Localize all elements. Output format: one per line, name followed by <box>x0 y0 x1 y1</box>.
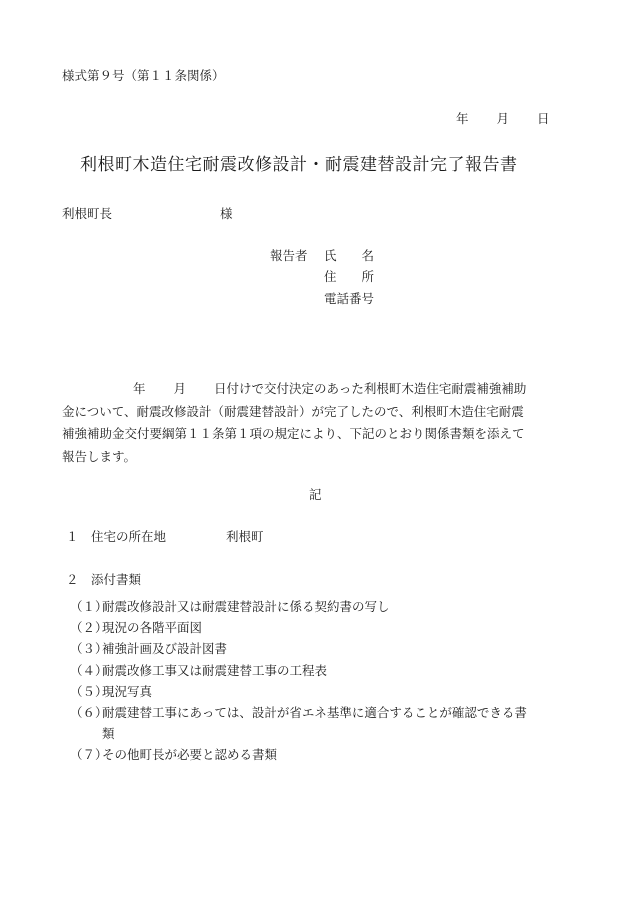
location-value: 利根町 <box>226 529 264 544</box>
reporter-address-label: 住 所 <box>324 269 375 284</box>
location-label: １ 住宅の所在地 <box>66 529 167 544</box>
list-item: （７）その他町長が必要と認める書類 <box>70 747 278 763</box>
ki-heading: 記 <box>309 487 322 502</box>
attachments-heading: ２ 添付書類 <box>66 572 142 587</box>
list-item-continuation: 類 <box>102 726 115 742</box>
reporter-name-label: 氏 名 <box>324 248 375 263</box>
list-item: （６）耐震建替工事にあっては、設計が省エネ基準に適合することが確認できる書 <box>70 705 527 721</box>
document-title: 利根町木造住宅耐震改修設計・耐震建替設計完了報告書 <box>80 155 518 175</box>
addressee-name: 利根町長 <box>62 206 113 221</box>
list-item: （１）耐震改修設計又は耐震建替設計に係る契約書の写し <box>70 599 390 614</box>
date-line <box>456 113 550 126</box>
date-day-label: 日 <box>537 111 550 126</box>
body-month-label: 月 <box>173 381 187 396</box>
list-item: （５）現況写真 <box>70 683 153 699</box>
report-body <box>62 378 570 468</box>
addressee <box>62 206 233 221</box>
list-item: （４）耐震改修工事又は耐震建替工事の工程表 <box>70 662 328 678</box>
addressee-honorific: 様 <box>220 206 233 221</box>
date-month-label: 月 <box>496 111 510 126</box>
location-section <box>66 529 264 544</box>
form-number: 様式第９号（第１１条関係） <box>62 68 225 83</box>
body-line-1 <box>62 378 570 401</box>
body-line-1-text: 日付けで交付決定のあった利根町木造住宅耐震補強補助 <box>214 381 527 396</box>
reporter-label: 報告者 <box>270 248 308 263</box>
body-line-4: 報告します。 <box>62 448 137 464</box>
body-line-2: 金について、耐震改修設計（耐震建替設計）が完了したので、利根町木造住宅耐震 <box>62 403 524 419</box>
reporter-phone-label: 電話番号 <box>324 291 375 306</box>
body-line-3: 補強補助金交付要綱第１１条第１項の規定により、下記のとおり関係書類を添えて <box>62 426 525 441</box>
attachments-list <box>70 596 527 766</box>
date-year-label: 年 <box>456 111 469 126</box>
body-year-label: 年 <box>133 381 146 396</box>
list-item: （３）補強計画及び設計図書 <box>70 641 228 657</box>
list-item: （２）現況の各階平面図 <box>70 620 203 636</box>
